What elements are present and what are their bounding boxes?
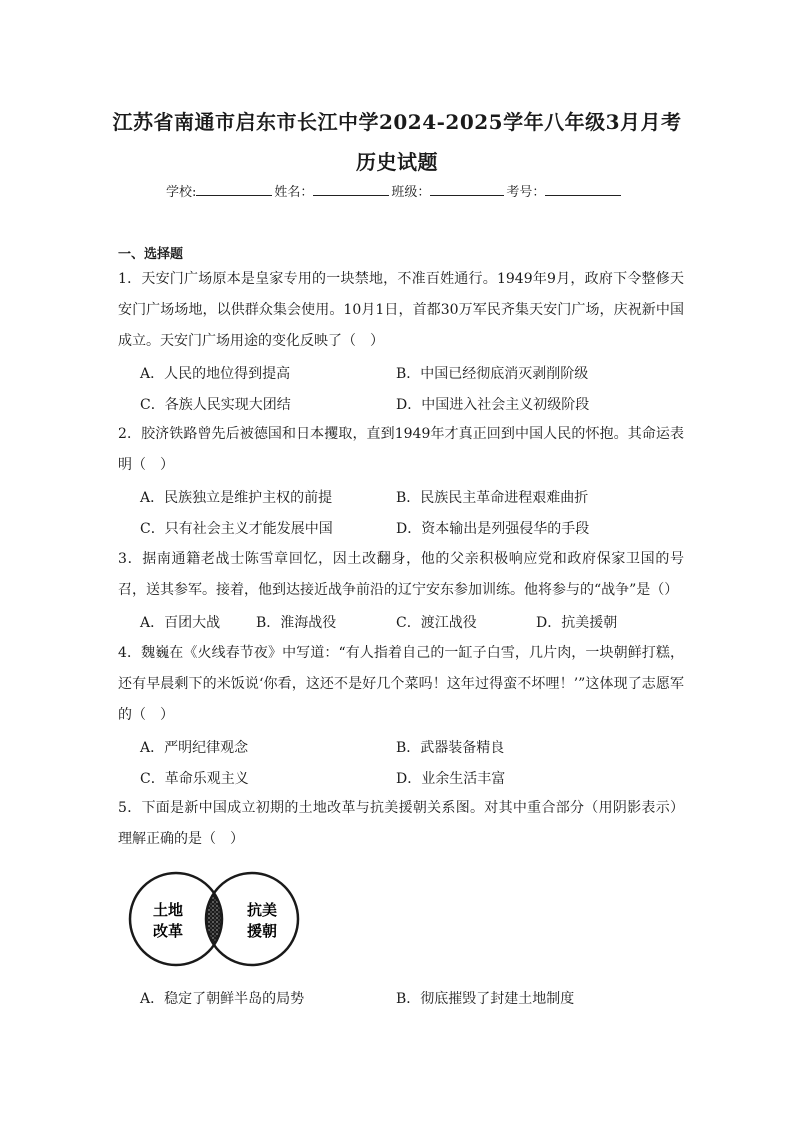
question-3: 3．据南通籍老战士陈雪章回忆，因土改翻身，他的父亲积极响应党和政府保家卫国的号召，送其参军。接着，他到达接近战争前沿的辽宁安东参加训练。他将参与的“战争”是（） — [118, 551, 684, 598]
exam-number-label: 考号： — [506, 185, 546, 200]
option-d: D．业余生活丰富 — [396, 771, 506, 787]
exam-title-line2: 历史试题 — [356, 150, 438, 174]
option-b: B．武器装备精良 — [396, 740, 505, 756]
class-blank[interactable] — [430, 181, 504, 196]
left-circle-label-1: 土地 — [152, 901, 184, 919]
question-4: 4．魏巍在《火线春节夜》中写道：“有人指着自己的一缸子白雪，几片肉，一块朝鲜打糕，还有早晨剩下的米饭说‘你看，这还不是好几个菜吗！这年过得蛮不坏哩！’”这体现了志愿军的（ ） — [118, 645, 684, 723]
class-label: 班级： — [391, 185, 431, 200]
name-label: 姓名： — [274, 185, 314, 200]
question-2: 2．胶济铁路曾先后被德国和日本攫取，直到1949年才真正回到中国人民的怀抱。其命运表明（ ） — [118, 426, 684, 473]
option-c: C．只有社会主义才能发展中国 — [140, 521, 333, 537]
exam-number-blank[interactable] — [545, 181, 621, 196]
exam-title-line1: 江苏省南通市启东市长江中学2024-2025学年八年级3月月考 — [112, 110, 682, 134]
option-d: D．中国进入社会主义初级阶段 — [396, 397, 590, 413]
venn-diagram — [124, 869, 306, 969]
option-c: C．渡江战役 — [396, 615, 477, 631]
section-title: 一、选择题 — [118, 247, 184, 262]
question-1: 1．天安门广场原本是皇家专用的一块禁地，不准百姓通行。1949年9月，政府下令整修天安门广场场地，以供群众集会使用。10月1日，首都30万军民齐集天安门广场，庆祝新中国成立。天安门广场用途的变化反映了（ ） — [118, 271, 684, 349]
school-label: 学校: — [166, 185, 197, 200]
option-b: B．彻底摧毁了封建土地制度 — [396, 991, 575, 1007]
right-circle-label-2: 援朝 — [246, 922, 278, 940]
option-a: A．百团大战 — [140, 615, 221, 631]
right-circle-label-1: 抗美 — [246, 901, 278, 919]
option-c: C．革命乐观主义 — [140, 771, 249, 787]
student-info-row — [166, 181, 636, 200]
option-a: A．民族独立是维护主权的前提 — [140, 490, 333, 506]
option-b: B．民族民主革命进程艰难曲折 — [396, 490, 589, 506]
question-5: 5．下面是新中国成立初期的土地改革与抗美援朝关系图。对其中重合部分（用阴影表示）理解正确的是（ ） — [118, 800, 684, 847]
name-blank[interactable] — [313, 181, 389, 196]
option-a: A．人民的地位得到提高 — [140, 366, 291, 382]
option-d: D．抗美援朝 — [536, 615, 618, 631]
option-a: A．严明纪律观念 — [140, 740, 249, 756]
option-b: B．淮海战役 — [256, 615, 337, 631]
school-blank[interactable] — [196, 181, 272, 196]
option-d: D．资本输出是列强侵华的手段 — [396, 521, 590, 537]
option-b: B．中国已经彻底消灭剥削阶级 — [396, 366, 589, 382]
option-c: C．各族人民实现大团结 — [140, 397, 291, 413]
left-circle-label-2: 改革 — [152, 922, 184, 940]
option-a: A．稳定了朝鲜半岛的局势 — [140, 991, 305, 1007]
